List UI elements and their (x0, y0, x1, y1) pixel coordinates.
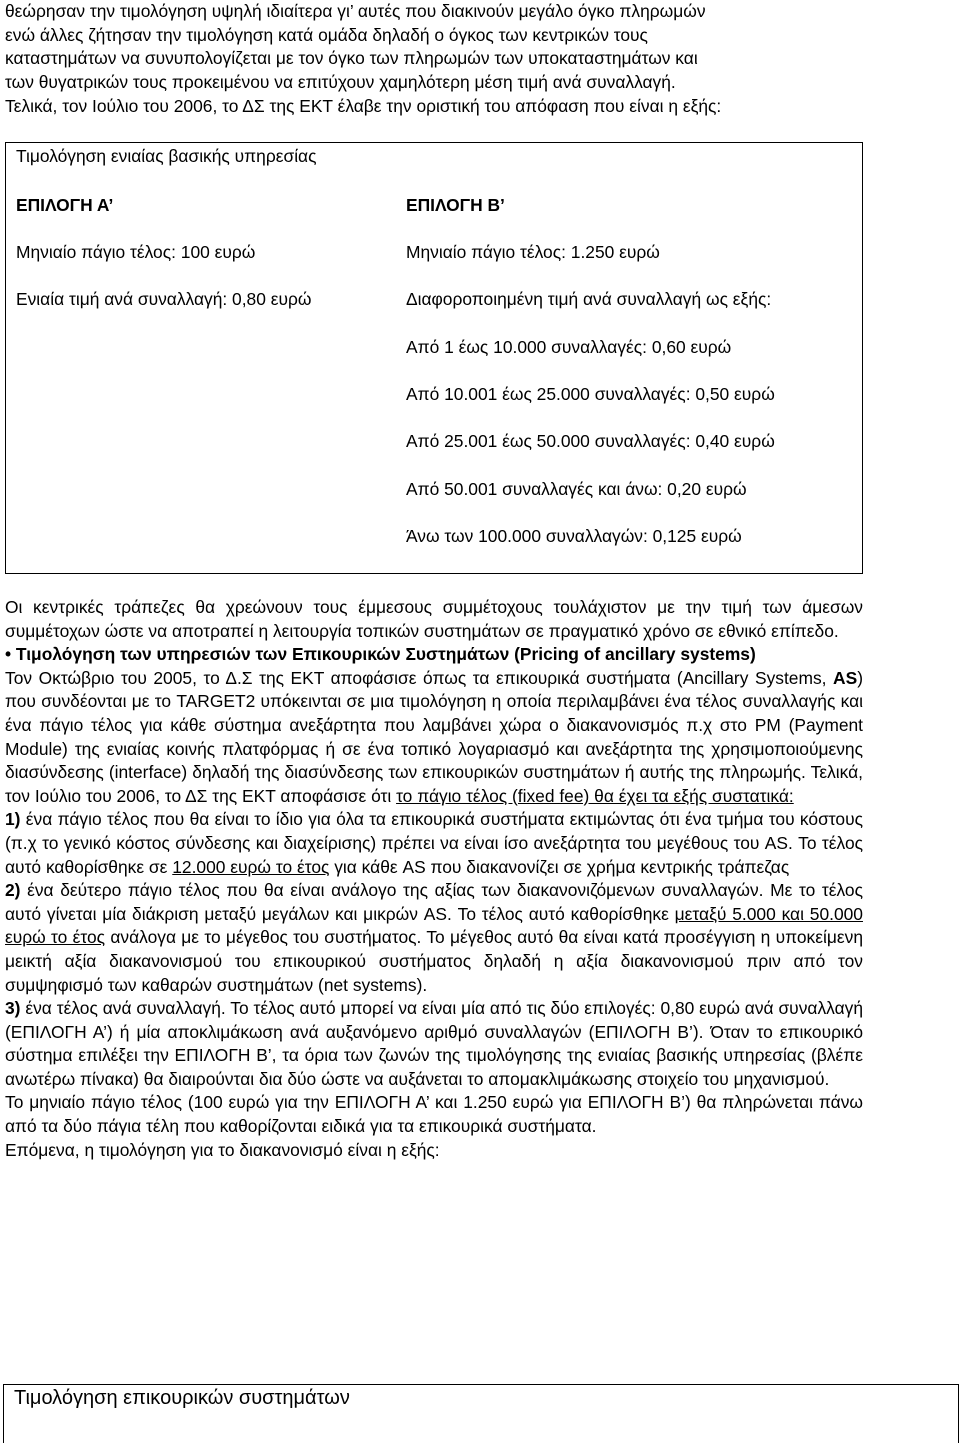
option-b-tier: Από 25.001 έως 50.000 συναλλαγές: 0,40 ευρώ (406, 431, 775, 451)
text-span: για κάθε AS που διακανονίζει σε χρήμα κεντρικής τράπεζας (329, 856, 790, 877)
fee-range-underlined: μεταξύ 5.000 και 50.000 ευρώ το έτος (5, 903, 863, 948)
item-number: 3) (5, 998, 21, 1019)
intro-line: των θυγατρικών τους προκειμένου να επιτύχουν χαμηλότερη μέση τιμή ανά συναλλαγή. (5, 71, 676, 92)
text-span: ένα τέλος ανά συναλλαγή. Το τέλος αυτό μπορεί να είναι μία από τις δύο επιλογές: 0,80 ευρώ ανά συναλλαγή (ΕΠΙΛΟΓΗ Α’) ή μία αποκλιμάκωση ανά αυξανόμενο αριθμό συναλλαγών (ΕΠΙΛΟΓΗ Β’). Όταν το επικουρικό σύστημα επιλέξει την ΕΠΙΛΟΓΗ Β’, τα όρια των ζωνών της τιμολόγησης της ενιαίας βασικής υπηρεσίας (βλέπε ανωτέρω πίνακα) θα διαιρούνται δια δύο ώστε να αυξάνεται το απομακλιμάκωσης στοιχείο του μηχανισμού. (5, 998, 863, 1089)
table-title: Τιμολόγηση ενιαίας βασικής υπηρεσίας (16, 146, 317, 166)
basic-service-pricing-table (5, 142, 863, 574)
fee-item-2 (5, 879, 863, 997)
text-span: ένα πάγιο τέλος που θα είναι το ίδιο για όλα τα επικουρικά συστήματα εκτιμώντας ότι ένα τμήμα του κόστους (π.χ το γενικό κόστος σύνδεσης και διαχείρισης) πρέπει να είναι ίσο ανεξάρτητα του μεγέθους του AS. Το τέλος αυτό καθορίσθηκε σε (5, 809, 863, 877)
fee-item-3 (5, 997, 863, 1091)
intro-paragraph (5, 0, 863, 94)
ancillary-pricing-box (3, 1384, 959, 1443)
ancillary-box-title: Τιμολόγηση επικουρικών συστημάτων (14, 1387, 350, 1409)
item-number: 1) (5, 809, 21, 830)
option-a-per-transaction: Ενιαία τιμή ανά συναλλαγή: 0,80 ευρώ (16, 289, 312, 309)
fixed-fee-underlined: το πάγιο τέλος (fixed fee) θα έχει τα εξής συστατικά: (396, 785, 794, 806)
intro-final-line: Τελικά, τον Ιούλιο του 2006, το ΔΣ της ΕΚΤ έλαβε την οριστική του απόφαση που είναι η εξής: (5, 96, 722, 116)
option-b-tier: Από 1 έως 10.000 συναλλαγές: 0,60 ευρώ (406, 337, 732, 357)
ancillary-pricing-heading: • Τιμολόγηση των υπηρεσιών των Επικουρικών Συστημάτων (Pricing of ancillary systems) (5, 644, 756, 665)
option-b-differentiated: Διαφοροποιημένη τιμή ανά συναλλαγή ως εξής: (406, 289, 772, 309)
option-b-heading: ΕΠΙΛΟΓΗ Β’ (406, 195, 505, 215)
intro-line: ενώ άλλες ζήτησαν την τιμολόγηση κατά ομάδα δηλαδή ο όγκος των κεντρικών τους (5, 24, 648, 45)
option-a-monthly-fee: Μηνιαίο πάγιο τέλος: 100 ευρώ (16, 242, 256, 262)
option-b-monthly-fee: Μηνιαίο πάγιο τέλος: 1.250 ευρώ (406, 242, 660, 262)
intro-line: θεώρησαν την τιμολόγηση υψηλή ιδιαίτερα γι’ αυτές που διακινούν μεγάλο όγκο πληρωμών (5, 1, 706, 21)
option-b-tier: Από 50.001 συναλλαγές και άνω: 0,20 ευρώ (406, 479, 747, 499)
option-b-tier: Άνω των 100.000 συναλλαγών: 0,125 ευρώ (406, 526, 742, 546)
fee-item-1 (5, 808, 863, 879)
text-span: Τον Οκτώβριο του 2005, το Δ.Σ της ΕΚΤ αποφάσισε όπως τα επικουρικά συστήματα (Ancillary Systems, (5, 667, 834, 688)
next-pricing-line: Επόμενα, η τιμολόγηση για το διακανονισμό είναι η εξής: (5, 1139, 440, 1160)
main-text (5, 596, 863, 1162)
text-span: ανάλογα με το μέγεθος του συστήματος. Το μέγεθος αυτό θα είναι κατά προσέγγιση η υποκείμενη μεικτή αξία διακανονισμού του επικουρικού συστήματος δηλαδή η αξία διακανονισμού πριν από τον συμψηφισμό των καθαρών συστημάτων (net systems). (5, 927, 864, 995)
option-b-tier: Από 10.001 έως 25.000 συναλλαγές: 0,50 ευρώ (406, 384, 775, 404)
ancillary-intro-paragraph (5, 667, 863, 809)
item-number: 2) (5, 880, 21, 901)
text-span: ) που συνδέονται με το TARGET2 υπόκεινται σε μια τιμολόγηση η οποία περιλαμβάνει ένα τέλος συναλλαγής και ένα πάγιο τέλος για κάθε σύστημα ανεξάρτητα που λαμβάνει χώρα ο διακανονισμός π.χ στο PM (Payment Module) της ενιαίας κοινής πλατφόρμας ή σε ένα τοπικό λογαριασμό και ανεξάρτητα της χρησιμοποιούμενης διασύνδεσης (interface) δηλαδή της διασύνδεσης των επικουρικών συστημάτων ή αυτής της πληρωμής. Τελικά, τον Ιούλιο του 2006, το ΔΣ της ΕΚΤ αποφάσισε ότι (5, 667, 863, 806)
as-abbreviation: AS (833, 667, 858, 688)
monthly-fee-paragraph: Το μηνιαίο πάγιο τέλος (100 ευρώ για την ΕΠΙΛΟΓΗ Α’ και 1.250 ευρώ για ΕΠΙΛΟΓΗ Β’) θα πληρώνεται πάνω από τα δύο πάγια τέλη που καθορίζονται ειδικά για τα επικουρικά συστήματα. (5, 1092, 863, 1137)
fee-amount-underlined: 12.000 ευρώ το έτος (172, 856, 330, 877)
central-banks-paragraph: Οι κεντρικές τράπεζες θα χρεώνουν τους έμμεσους συμμέτοχους τουλάχιστον με την τιμή των άμεσων συμμέτοχων ώστε να αποτραπεί η λειτουργία τοπικών συστημάτων σε πραγματικό χρόνο σε εθνικό επίπεδο. (5, 597, 863, 641)
option-a-heading: ΕΠΙΛΟΓΗ Α’ (16, 195, 114, 215)
text-span: ένα δεύτερο πάγιο τέλος που θα είναι ανάλογο της αξίας των διακανονιζόμενων συναλλαγών. Με το τέλος αυτό γίνεται μία διάκριση μεταξύ μεγάλων και μικρών AS. Το τέλος αυτό καθορίσθηκε (5, 880, 863, 924)
intro-line: καταστημάτων να συνυπολογίζεται με τον όγκο των πληρωμών των υποκαταστημάτων και (5, 48, 698, 69)
